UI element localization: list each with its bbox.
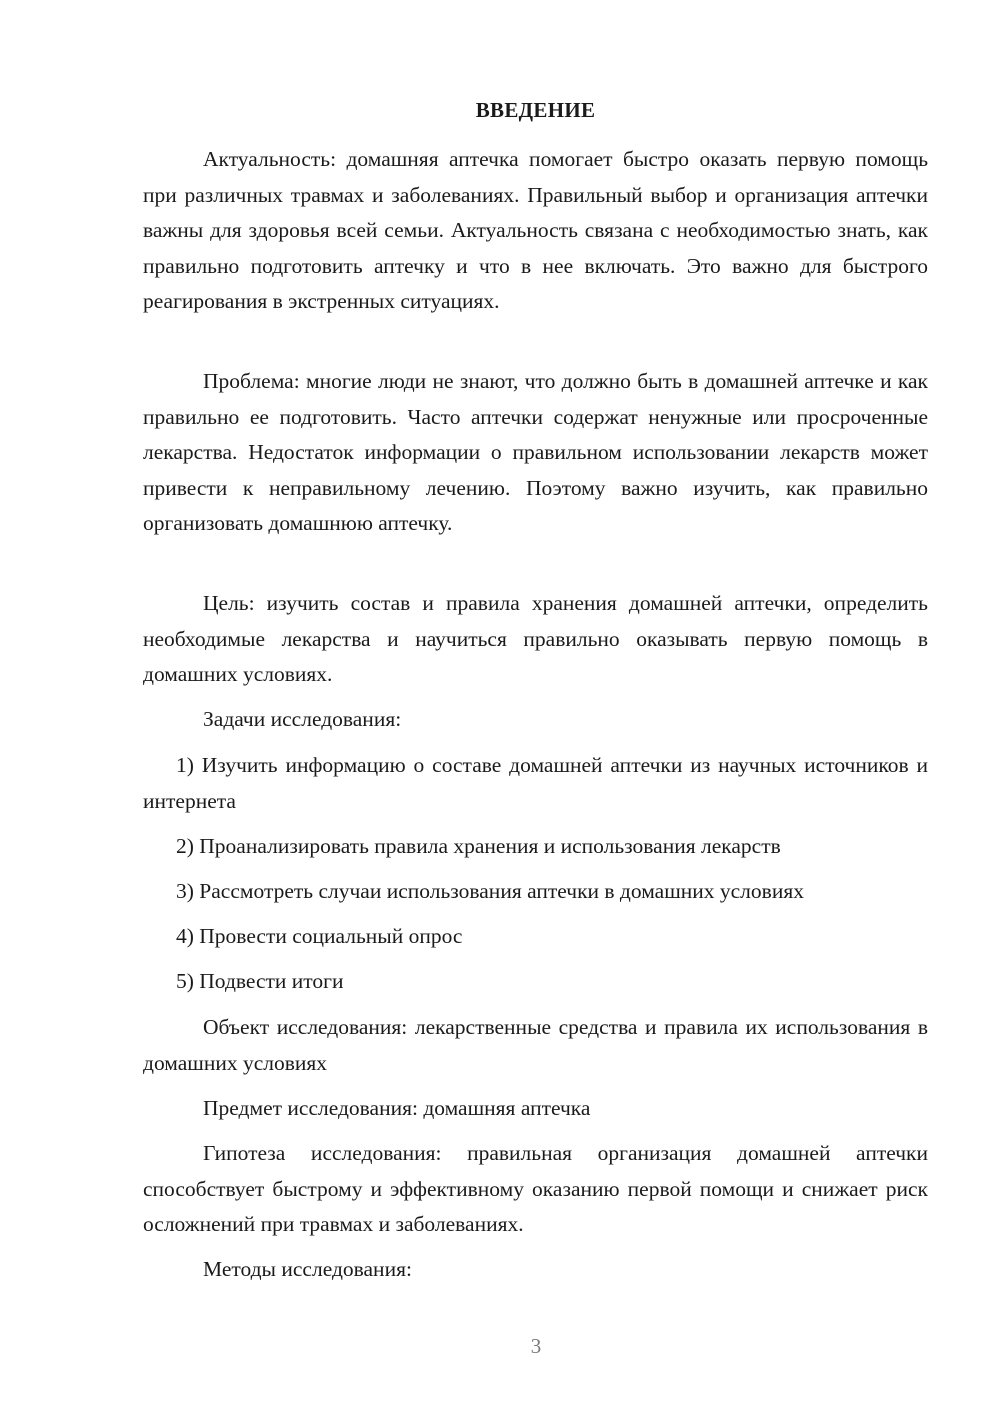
task-item-2: 2) Проанализировать правила хранения и использования лекарств (176, 834, 781, 858)
tasks-heading: Задачи исследования: (203, 707, 402, 731)
task-item-1: 1) Изучить информацию о составе домашней аптечки из научных источников и интернета (143, 753, 928, 813)
section-title: ВВЕДЕНИЕ (475, 98, 596, 122)
problem-text: Проблема: многие люди не знают, что должно быть в домашней аптечке и как правильно ее подготовить. Часто аптечки содержат ненужные или просроченные лекарства. Недостаток информации о правильном использовании лекарств может привести к неправильному лечению. Поэтому важно изучить, как правильно организовать домашнюю аптечку. (143, 369, 928, 535)
page-number: 3 (530, 1334, 542, 1358)
task-item-3: 3) Рассмотреть случаи использования аптечки в домашних условиях (176, 879, 804, 903)
subject-text: Предмет исследования: домашняя аптечка (203, 1096, 591, 1120)
object-text: Объект исследования: лекарственные средства и правила их использования в домашних условиях (143, 1015, 928, 1075)
methods-paragraph (143, 1252, 928, 1288)
goal-text: Цель: изучить состав и правила хранения домашней аптечки, определить необходимые лекарства и научиться правильно оказывать первую помощь в домашних условиях. (143, 591, 928, 686)
hypothesis-text: Гипотеза исследования: правильная организация домашней аптечки способствует быстрому и эффективному оказанию первой помощи и снижает риск осложнений при травмах и заболеваниях. (143, 1141, 928, 1236)
actuality-text: Актуальность: домашняя аптечка помогает быстро оказать первую помощь при различных травмах и заболеваниях. Правильный выбор и организация аптечки важны для здоровья всей семьи. Актуальность связана с необходимостью знать, как правильно подготовить аптечку и что в нее включать. Это важно для быстрого реагирования в экстренных ситуациях. (143, 147, 928, 313)
problem-paragraph (143, 364, 928, 542)
object-paragraph (143, 1010, 928, 1081)
task-item-5: 5) Подвести итоги (176, 969, 344, 993)
goal-paragraph (143, 586, 928, 693)
methods-heading: Методы исследования: (203, 1257, 412, 1281)
hypothesis-paragraph (143, 1136, 928, 1243)
tasks-heading-paragraph (143, 702, 928, 738)
actuality-paragraph (143, 142, 928, 320)
subject-paragraph (143, 1091, 928, 1127)
task-item-4: 4) Провести социальный опрос (176, 924, 463, 948)
